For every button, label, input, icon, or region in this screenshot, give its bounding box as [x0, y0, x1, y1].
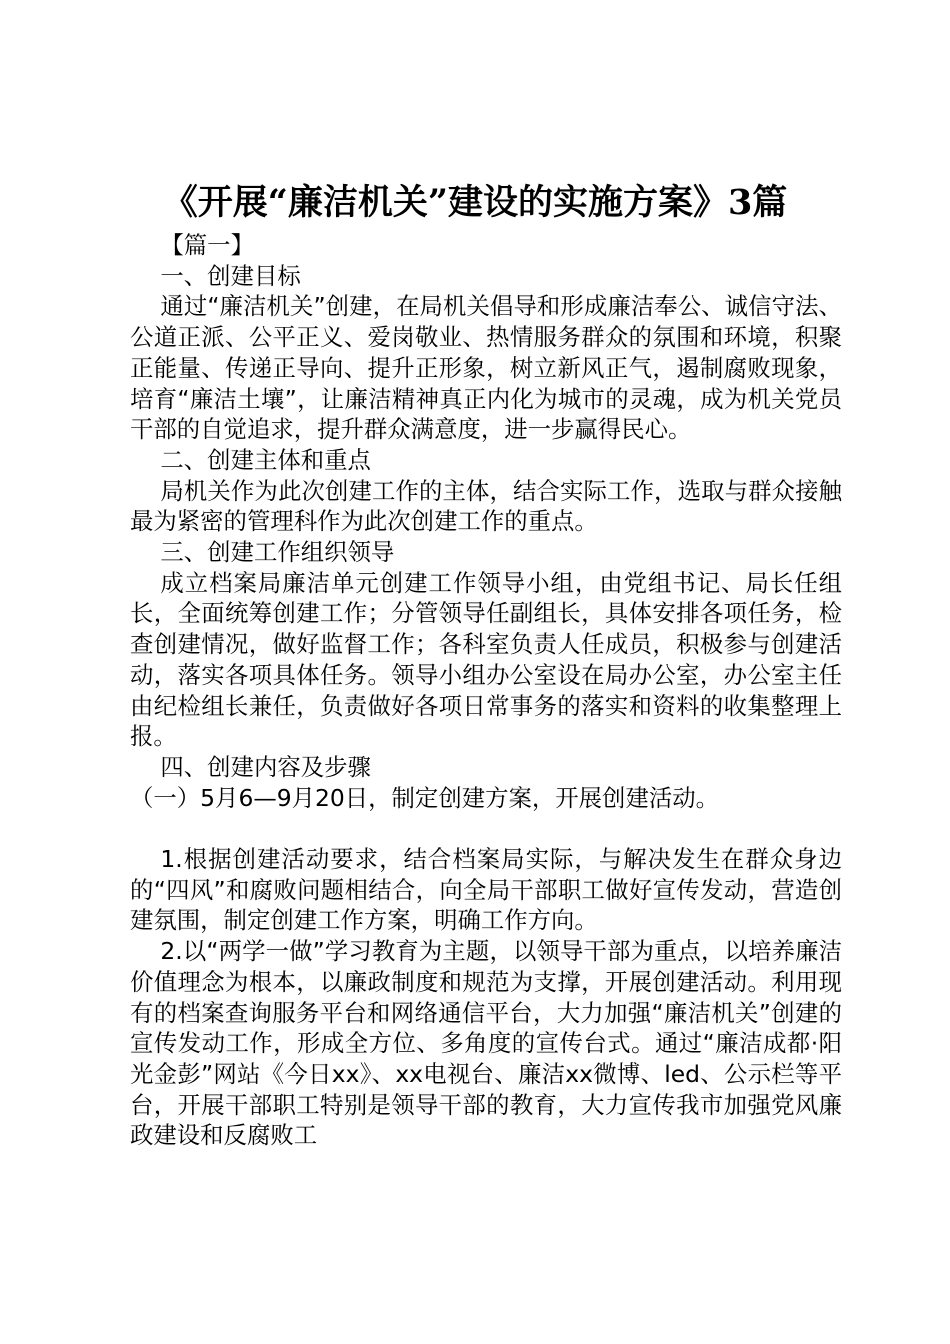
heading-creation-goal: 一、创建目标	[160, 261, 301, 290]
heading-content-steps: 四、创建内容及步骤	[160, 752, 371, 781]
document-title: 《开展“廉洁机关”建设的实施方案》3篇	[162, 182, 788, 223]
heading-creation-subject: 二、创建主体和重点	[160, 445, 371, 474]
section-label: 【篇一】	[160, 231, 254, 259]
paragraph-creation-subject: 局机关作为此次创建工作的主体，结合实际工作，选取与群众接触最为紧密的管理科作为此次创建工作的重点。	[130, 476, 842, 536]
paragraph-creation-goal: 通过“廉洁机关”创建，在局机关倡导和形成廉洁奉公、诚信守法、公道正派、公平正义、爱岗敬业、热情服务群众的氛围和环境，积聚正能量、传递正导向、提升正形象，树立新风正气，遏制腐败现象，培育“廉洁土壤”，让廉洁精神真正内化为城市的灵魂，成为机关党员干部的自觉追求，提升群众满意度，进一步赢得民心。	[130, 292, 842, 444]
heading-organization: 三、创建工作组织领导	[160, 538, 395, 567]
document-body	[130, 230, 842, 1151]
paragraph-step-one: （一）5月6—9月20日，制定创建方案，开展创建活动。	[130, 783, 720, 812]
paragraph-item-1: 1.根据创建活动要求，结合档案局实际，与解决发生在群众身边的“四风”和腐败问题相结合，向全局干部职工做好宣传发动，营造创建氛围，制定创建工作方案，明确工作方向。	[130, 845, 842, 935]
paragraph-item-2: 2.以“两学一做”学习教育为主题，以领导干部为重点，以培养廉洁价值理念为根本，以廉政制度和规范为支撑，开展创建活动。利用现有的档案查询服务平台和网络通信平台，大力加强“廉洁机关”创建的宣传发动工作，形成全方位、多角度的宣传台式。通过“廉洁成都·阳光金彭”网站《今日xx》、xx电视台、廉洁xx微博、led、公示栏等平台，开展干部职工特别是领导干部的教育，大力宣传我市加强党风廉政建设和反腐败工	[130, 937, 842, 1150]
paragraph-organization: 成立档案局廉洁单元创建工作领导小组，由党组书记、局长任组长，全面统筹创建工作；分管领导任副组长，具体安排各项任务，检查创建情况，做好监督工作；各科室负责人任成员，积极参与创建活动，落实各项具体任务。领导小组办公室设在局办公室，办公室主任由纪检组长兼任，负责做好各项日常事务的落实和资料的收集整理上报。	[130, 568, 842, 751]
